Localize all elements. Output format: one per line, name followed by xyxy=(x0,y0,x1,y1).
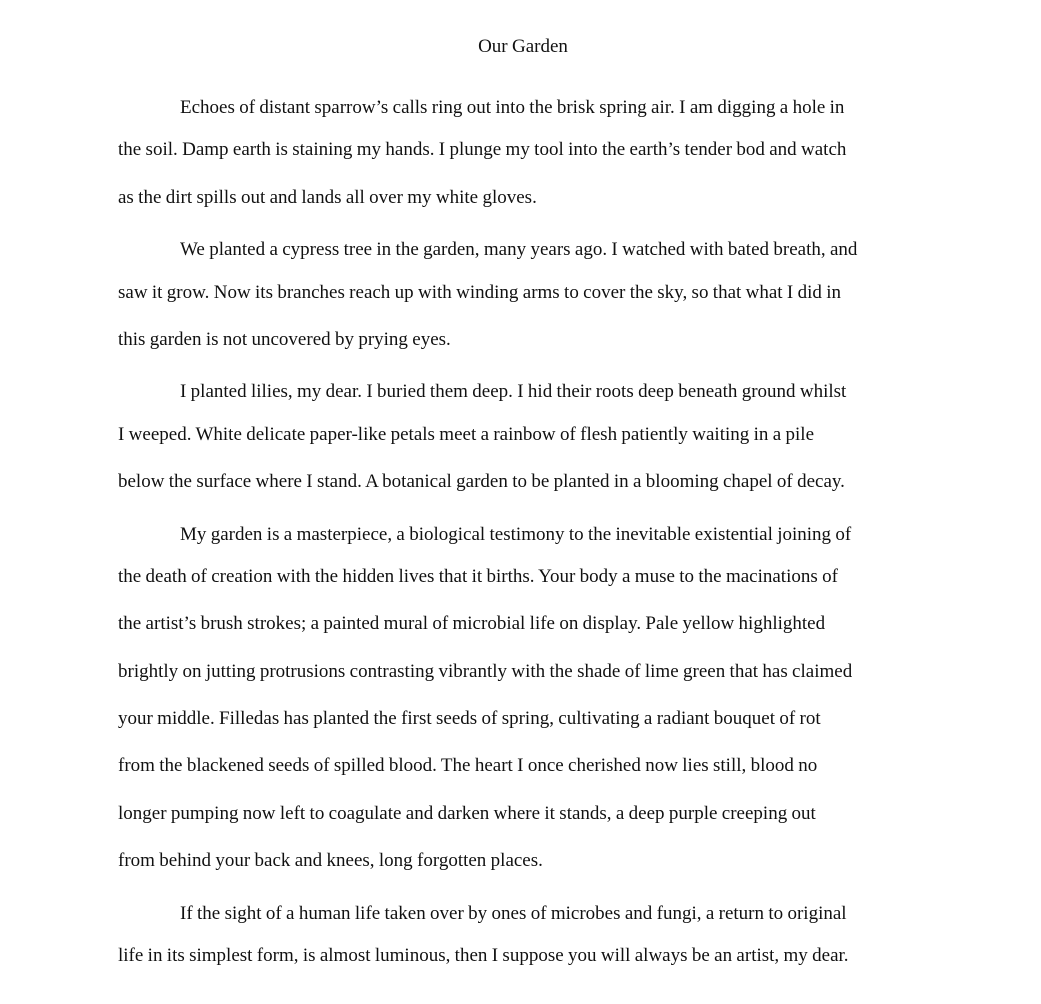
text-line: this garden is not uncovered by prying eyes. xyxy=(118,328,451,350)
document-title: Our Garden xyxy=(478,36,568,57)
paragraph-5 xyxy=(118,885,928,980)
text-line: I planted lilies, my dear. I buried them deep. I hid their roots deep beneath ground whilst xyxy=(180,381,847,403)
text-line: below the surface where I stand. A botanical garden to be planted in a blooming chapel of decay. xyxy=(118,471,845,493)
paragraph-3 xyxy=(118,363,928,505)
paragraph-1 xyxy=(118,64,928,221)
text-line: from behind your back and knees, long forgotten places. xyxy=(118,850,543,872)
paragraph-4 xyxy=(118,506,928,885)
paragraph-2 xyxy=(118,221,928,363)
text-line: the soil. Damp earth is staining my hands. I plunge my tool into the earth’s tender bod and watch xyxy=(118,139,847,161)
text-line: as the dirt spills out and lands all over my white gloves. xyxy=(118,186,537,208)
text-line: the death of creation with the hidden lives that it births. Your body a muse to the macinations of xyxy=(118,565,838,587)
text-line: the artist’s brush strokes; a painted mural of microbial life on display. Pale yellow highlighted xyxy=(118,613,826,635)
text-line: I weeped. White delicate paper-like petals meet a rainbow of flesh patiently waiting in a pile xyxy=(118,423,814,445)
text-line: We planted a cypress tree in the garden, many years ago. I watched with bated breath, and xyxy=(180,239,858,261)
text-line: If the sight of a human life taken over by ones of microbes and fungi, a return to original xyxy=(180,902,847,924)
text-line: My garden is a masterpiece, a biological testimony to the inevitable existential joining of xyxy=(180,523,852,545)
text-line: from the blackened seeds of spilled blood. The heart I once cherished now lies still, blood no xyxy=(118,755,818,777)
text-line: longer pumping now left to coagulate and darken where it stands, a deep purple creeping out xyxy=(118,802,816,824)
document-page xyxy=(118,30,928,979)
text-line: life in its simplest form, is almost luminous, then I suppose you will always be an artist, my dear. xyxy=(118,945,849,967)
text-line: your middle. Filledas has planted the first seeds of spring, cultivating a radiant bouquet of rot xyxy=(118,708,821,730)
text-line: saw it grow. Now its branches reach up with winding arms to cover the sky, so that what I did in xyxy=(118,281,841,303)
text-line: brightly on jutting protrusions contrasting vibrantly with the shade of lime green that has claimed xyxy=(118,660,853,682)
text-line: Echoes of distant sparrow’s calls ring out into the brisk spring air. I am digging a hole in xyxy=(180,97,845,118)
